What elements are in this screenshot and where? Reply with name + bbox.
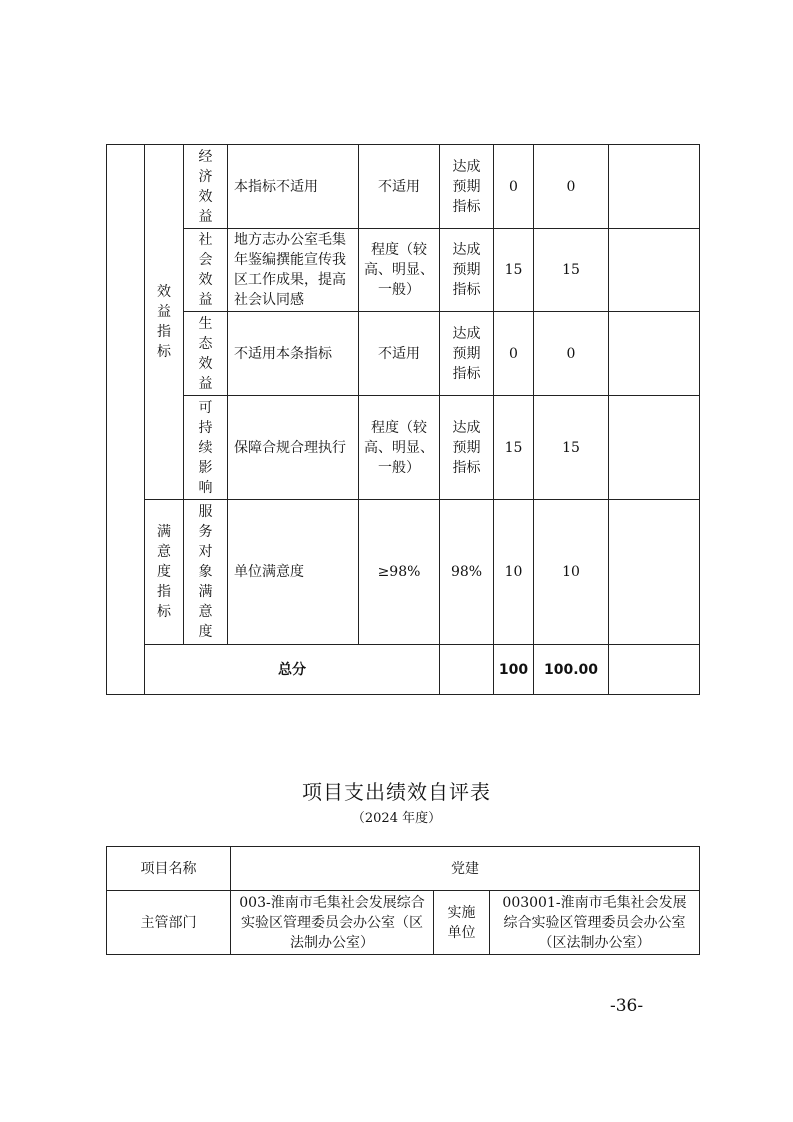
project-name-label: 项目名称 xyxy=(107,847,231,891)
remark-cell xyxy=(609,500,700,645)
table-row xyxy=(107,145,700,229)
blank-cell xyxy=(440,645,494,695)
total-weight-cell: 100 xyxy=(494,645,534,695)
actual-cell: 达成预期指标 xyxy=(440,145,494,229)
remark-cell xyxy=(609,145,700,229)
remark-cell xyxy=(609,229,700,312)
weight-cell: 15 xyxy=(494,396,534,500)
actual-cell: 98% xyxy=(440,500,494,645)
table-row xyxy=(107,500,700,645)
actual-cell: 达成预期指标 xyxy=(440,312,494,396)
remark-cell xyxy=(609,645,700,695)
performance-indicator-table xyxy=(106,144,700,695)
total-score-cell: 100.00 xyxy=(534,645,609,695)
weight-cell: 15 xyxy=(494,229,534,312)
implementing-unit-value: 003001-淮南市毛集社会发展综合实验区管理委员会办公室（区法制办公室） xyxy=(490,891,700,955)
sub-indicator-cell: 服务对象满意度 xyxy=(184,500,228,645)
weight-cell: 0 xyxy=(494,312,534,396)
page-number: -36- xyxy=(610,996,644,1016)
department-value: 003-淮南市毛集社会发展综合实验区管理委员会办公室（区法制办公室） xyxy=(231,891,434,955)
department-label: 主管部门 xyxy=(107,891,231,955)
indicator-cell: 地方志办公室毛集年鉴编撰能宣传我区工作成果，提高社会认同感 xyxy=(228,229,359,312)
sub-indicator-cell: 生态效益 xyxy=(184,312,228,396)
table-subtitle: （2024 年度） xyxy=(351,811,442,826)
table-row xyxy=(107,891,700,955)
remark-cell xyxy=(609,396,700,500)
total-label-cell: 总分 xyxy=(145,645,440,695)
indicator-cell: 本指标不适用 xyxy=(228,145,359,229)
weight-cell: 0 xyxy=(494,145,534,229)
indicator-cell: 单位满意度 xyxy=(228,500,359,645)
implementing-unit-label: 实施单位 xyxy=(434,891,490,955)
score-cell: 0 xyxy=(534,312,609,396)
target-cell: 程度（较高、明显、一般） xyxy=(359,229,440,312)
project-name-value: 党建 xyxy=(231,847,700,891)
weight-cell: 10 xyxy=(494,500,534,645)
actual-cell: 达成预期指标 xyxy=(440,396,494,500)
table-row xyxy=(107,396,700,500)
first-level-indicator-cell: 满意度指标 xyxy=(145,500,184,645)
indicator-cell: 保障合规合理执行 xyxy=(228,396,359,500)
table-row xyxy=(107,847,700,891)
project-info-table xyxy=(106,846,700,955)
blank-first-column-cell xyxy=(107,145,145,695)
score-cell: 0 xyxy=(534,145,609,229)
table-row xyxy=(107,312,700,396)
table-title: 项目支出绩效自评表 xyxy=(302,780,491,804)
sub-indicator-cell: 社会效益 xyxy=(184,229,228,312)
target-cell: 不适用 xyxy=(359,145,440,229)
sub-indicator-cell: 经济效益 xyxy=(184,145,228,229)
actual-cell: 达成预期指标 xyxy=(440,229,494,312)
target-cell: 不适用 xyxy=(359,312,440,396)
score-cell: 10 xyxy=(534,500,609,645)
total-row xyxy=(107,645,700,695)
remark-cell xyxy=(609,312,700,396)
table-row xyxy=(107,229,700,312)
target-cell: ≥98% xyxy=(359,500,440,645)
score-cell: 15 xyxy=(534,229,609,312)
indicator-cell: 不适用本条指标 xyxy=(228,312,359,396)
sub-indicator-cell: 可持续影响 xyxy=(184,396,228,500)
score-cell: 15 xyxy=(534,396,609,500)
target-cell: 程度（较高、明显、一般） xyxy=(359,396,440,500)
first-level-indicator-cell: 效益指标 xyxy=(145,145,184,500)
